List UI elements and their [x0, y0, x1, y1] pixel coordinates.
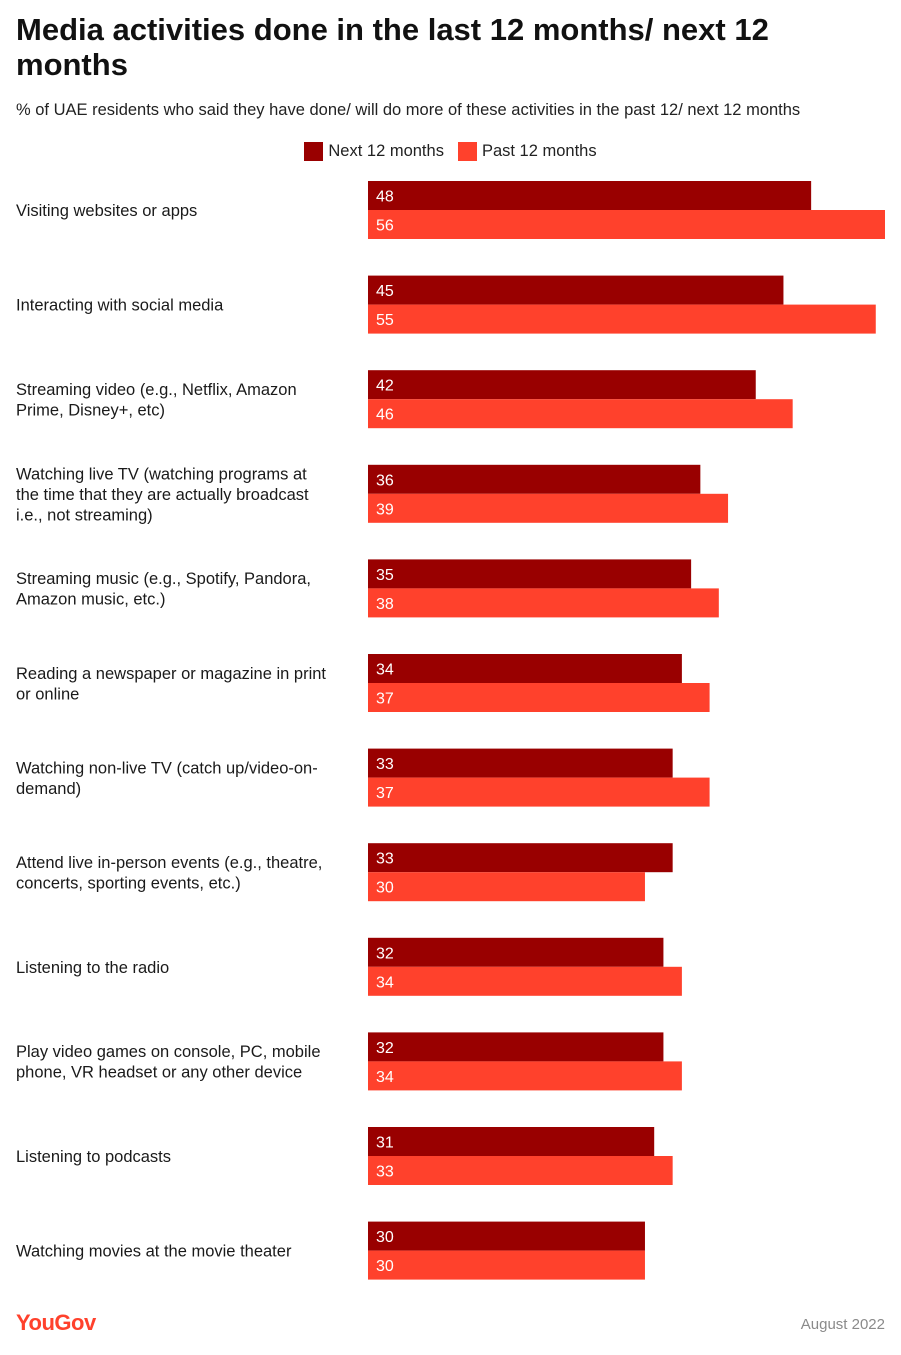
category-label: [16, 570, 311, 609]
category-label-line: Reading a newspaper or magazine in print: [16, 664, 327, 683]
publication-date: August 2022: [800, 1316, 885, 1333]
bar-next-12-months: [368, 1127, 654, 1156]
legend-label-past-12-months: Past 12 months: [481, 141, 597, 160]
bar-next-12-months: [368, 181, 811, 210]
bar-next-12-months: [368, 559, 691, 588]
bar-past-12-months: [368, 1061, 682, 1090]
category-label: [16, 1148, 171, 1166]
category-label-line: Amazon music, etc.): [16, 590, 166, 609]
bar-past-12-months: [368, 872, 645, 901]
bar-next-12-months: [368, 938, 663, 967]
data-label-next-12-months: 36: [376, 472, 394, 490]
category-label-line: Prime, Disney+, etc): [16, 401, 165, 420]
bar-next-12-months: [368, 654, 682, 683]
category-label: [16, 854, 322, 893]
bar-group-visiting-websites-or-apps: [16, 181, 885, 239]
category-label: [16, 381, 297, 420]
data-label-past-12-months: 56: [376, 217, 394, 235]
bar-past-12-months: [368, 1156, 673, 1185]
category-label-line: concerts, sporting events, etc.): [16, 874, 241, 893]
data-label-next-12-months: 35: [376, 566, 394, 584]
bar-next-12-months: [368, 465, 700, 494]
category-label-line: Visiting websites or apps: [16, 202, 198, 220]
bar-next-12-months: [368, 1032, 663, 1061]
data-label-past-12-months: 55: [376, 312, 394, 330]
category-label: [16, 959, 169, 977]
bar-past-12-months: [368, 588, 719, 617]
bar-past-12-months: [368, 967, 682, 996]
bar-group-play-video-games-on-console-pc-mobile-ph: [16, 1032, 682, 1090]
bar-group-watching-movies-at-the-movie-theater: [16, 1222, 645, 1280]
yougov-logo: YouGov: [16, 1310, 96, 1335]
bar-next-12-months: [368, 843, 673, 872]
data-label-next-12-months: 33: [376, 756, 394, 774]
data-label-next-12-months: 31: [376, 1134, 394, 1152]
category-label-line: Streaming music (e.g., Spotify, Pandora,: [16, 570, 311, 589]
category-label-line: or online: [16, 685, 80, 704]
bar-group-listening-to-podcasts: [16, 1127, 673, 1185]
bar-group-watching-non-live-tv-catch-up-video-on-d: [16, 749, 710, 807]
data-label-past-12-months: 39: [376, 501, 394, 519]
data-label-next-12-months: 33: [376, 850, 394, 868]
category-label-line: Watching non-live TV (catch up/video-on-: [16, 759, 318, 778]
data-label-next-12-months: 32: [376, 1039, 394, 1057]
category-label-line: i.e., not streaming): [16, 506, 153, 525]
data-label-next-12-months: 45: [376, 283, 394, 301]
data-label-next-12-months: 34: [376, 661, 394, 679]
bar-past-12-months: [368, 1251, 645, 1280]
data-label-past-12-months: 46: [376, 406, 394, 424]
data-label-past-12-months: 34: [376, 974, 394, 992]
data-label-past-12-months: 30: [376, 1258, 394, 1276]
category-label: [16, 1243, 292, 1261]
data-label-next-12-months: 30: [376, 1229, 394, 1247]
data-label-next-12-months: 32: [376, 945, 394, 963]
bar-next-12-months: [368, 370, 756, 399]
category-label: [16, 202, 197, 220]
category-label-line: Streaming video (e.g., Netflix, Amazon: [16, 380, 297, 399]
category-label: [16, 759, 318, 798]
bar-past-12-months: [368, 778, 710, 807]
category-label: [16, 297, 224, 315]
chart-subtitle: % of UAE residents who said they have done/ will do more of these activities in the past 12/ next 12 months: [16, 101, 801, 119]
bar-group-listening-to-the-radio: [16, 938, 682, 996]
category-label-line: Listening to the radio: [16, 958, 170, 977]
legend-label-next-12-months: Next 12 months: [328, 141, 444, 160]
bar-next-12-months: [368, 749, 673, 778]
bar-next-12-months: [368, 276, 783, 305]
bar-past-12-months: [368, 305, 876, 334]
bar-group-streaming-music-e-g-spotify-pandora-amaz: [16, 559, 719, 617]
category-label-line: phone, VR headset or any other device: [16, 1063, 303, 1082]
bar-past-12-months: [368, 210, 885, 239]
bar-past-12-months: [368, 494, 728, 523]
bar-group-attend-live-in-person-events-e-g-theatre: [16, 843, 673, 901]
category-label-line: Interacting with social media: [16, 296, 224, 315]
data-label-past-12-months: 37: [376, 785, 394, 803]
category-label: [16, 1043, 321, 1082]
bar-group-interacting-with-social-media: [16, 276, 876, 334]
bar-group-reading-a-newspaper-or-magazine-in-print: [16, 654, 710, 712]
category-label-line: Play video games on console, PC, mobile: [16, 1043, 321, 1062]
chart-title: Media activities done in the last 12 months/ next 12 months: [16, 12, 769, 82]
data-label-past-12-months: 34: [376, 1068, 394, 1086]
data-label-next-12-months: 42: [376, 377, 394, 395]
bar-group-watching-live-tv-watching-programs-at-th: [16, 465, 728, 525]
data-label-past-12-months: 30: [376, 879, 394, 897]
category-label-line: Watching live TV (watching programs at: [16, 465, 307, 484]
bar-past-12-months: [368, 399, 793, 428]
data-label-past-12-months: 33: [376, 1163, 394, 1181]
bar-next-12-months: [368, 1222, 645, 1251]
bar-past-12-months: [368, 683, 710, 712]
category-label-line: Listening to podcasts: [16, 1148, 172, 1166]
data-label-past-12-months: 38: [376, 595, 394, 613]
category-label: [16, 465, 309, 524]
category-label-line: Attend live in-person events (e.g., theatre,: [16, 853, 323, 872]
category-label-line: the time that they are actually broadcast: [16, 485, 309, 504]
bar-group-streaming-video-e-g-netflix-amazon-prime: [16, 370, 793, 428]
category-label: [16, 665, 326, 704]
category-label-line: demand): [16, 779, 82, 798]
category-label-line: Watching movies at the movie theater: [16, 1242, 292, 1261]
data-label-next-12-months: 48: [376, 188, 394, 206]
data-label-past-12-months: 37: [376, 690, 394, 708]
